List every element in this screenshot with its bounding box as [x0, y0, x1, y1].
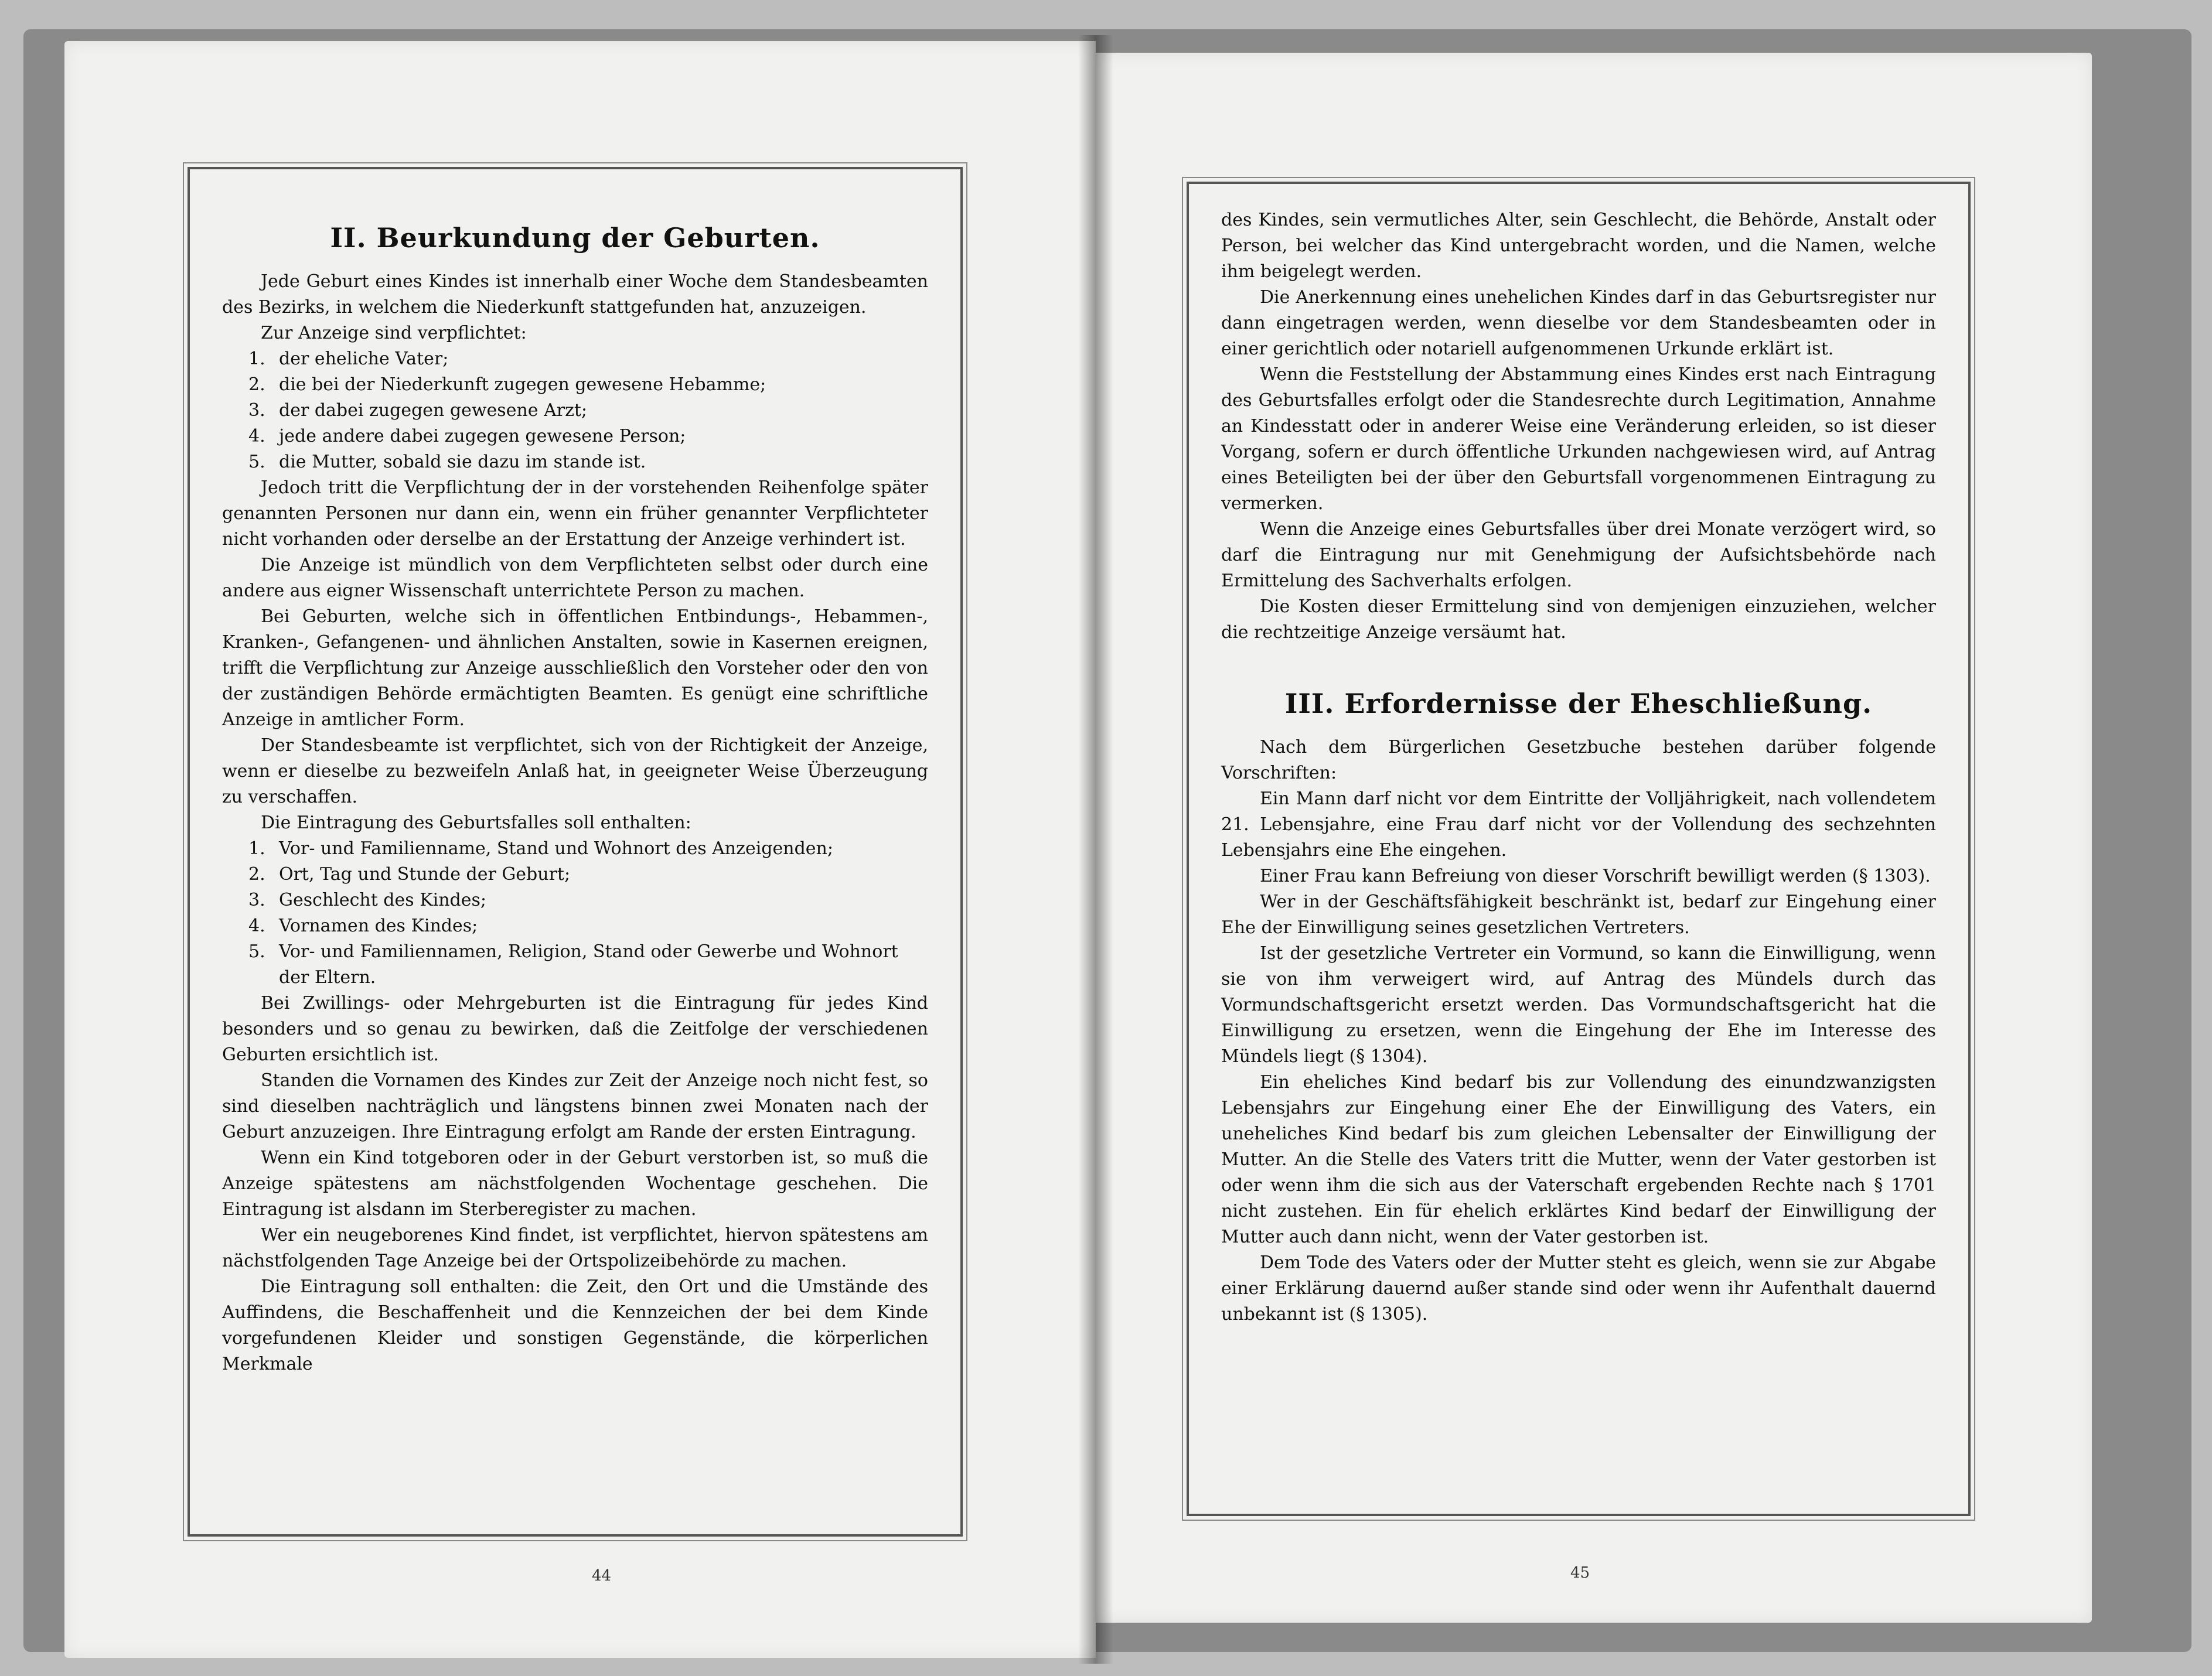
paragraph: Standen die Vornamen des Kindes zur Zeit der Anzeige noch nicht fest, so sind dieselben nachträglich und längstens binnen zwei Monaten nach der Geburt anzuzeigen. Ihre Eintragung erfolgt am Rande der ersten Eintragung. — [222, 1070, 928, 1142]
paragraph: des Kindes, sein vermutliches Alter, sein Geschlecht, die Behörde, Anstalt oder Person, bei welcher das Kind untergebracht worden, und die Namen, welche ihm beigelegt werden. — [1221, 210, 1936, 282]
paragraph: Die Anzeige ist mündlich von dem Verpflichteten selbst oder durch eine andere aus eigner Wissenschaft unterrichtete Person zu machen. — [222, 555, 928, 601]
list-item — [248, 939, 928, 991]
paragraph: Wer ein neugeborenes Kind findet, ist verpflichtet, hiervon spätestens am nächstfolgenden Tage Anzeige bei der Ortspolizeibehörde zu machen. — [222, 1225, 928, 1271]
page-number: 44 — [592, 1567, 612, 1585]
paragraph: Einer Frau kann Befreiung von dieser Vorschrift bewilligt werden (§ 1303). — [1260, 866, 1931, 886]
list-number: 2. — [248, 374, 265, 395]
paragraph: Wenn die Feststellung der Abstammung eines Kindes erst nach Eintragung des Geburtsfalles erfolgt oder die Standesrechte durch Legitimation, Annahme an Kindesstatt oder in anderer Weise eine Veränderung erleiden, so ist dieser Vorgang, sofern er durch öffentliche Urkunden nachgewiesen wird, auf Antrag eines Beteiligten bei der über den Geburtsfall vorgenommenen Eintragung zu vermerken. — [1221, 364, 1936, 514]
list-item — [248, 346, 928, 372]
list-text: die Mutter, sobald sie dazu im stande ist. — [279, 452, 646, 472]
list-item — [248, 449, 928, 475]
paragraph: Jedoch tritt die Verpflichtung der in der vorstehenden Reihenfolge später genannten Personen nur dann ein, wenn ein früher genannter Verpflichteter nicht vorhanden oder derselbe an der Erstattung der Anzeige verhindert ist. — [222, 477, 928, 549]
list-text: jede andere dabei zugegen gewesene Person; — [279, 426, 686, 446]
left-text-frame — [188, 167, 963, 1537]
obligated-persons-list — [222, 346, 928, 475]
paragraph: Zur Anzeige sind verpflichtet: — [261, 323, 527, 343]
paragraph: Bei Zwillings- oder Mehrgeburten ist die Eintragung für jedes Kind besonders und so genau zu bewirken, daß die Zeitfolge der verschiedenen Geburten ersichtlich ist. — [222, 993, 928, 1065]
list-number: 3. — [248, 890, 265, 910]
list-number: 1. — [248, 838, 265, 859]
list-text: Geschlecht des Kindes; — [279, 890, 486, 910]
list-text: Ort, Tag und Stunde der Geburt; — [279, 864, 571, 885]
list-item — [248, 398, 928, 424]
paragraph: Ist der gesetzliche Vertreter ein Vormund, so kann die Einwilligung, wenn sie von ihm verweigert wird, auf Antrag des Mündels durch das Vormundschaftsgericht ersetzt werden. Das Vormundschaftsgericht hat die Einwilligung zu ersetzen, wenn die Eingehung der Ehe im Interesse des Mündels liegt (§ 1304). — [1221, 943, 1936, 1067]
list-number: 5. — [248, 452, 265, 472]
paragraph: Die Eintragung soll enthalten: die Zeit, den Ort und die Umstände des Auffindens, die Beschaffenheit und die Kennzeichen der bei dem Kinde vorgefundenen Kleider und sonstigen Gegenstände, die körperlichen Merkmale — [222, 1276, 928, 1374]
list-item — [248, 372, 928, 398]
paragraph: Wenn die Anzeige eines Geburtsfalles über drei Monate verzögert wird, so darf die Eintragung nur mit Genehmigung der Aufsichtsbehörde nach Ermittelung des Sachverhalts erfolgen. — [1221, 519, 1936, 591]
paragraph: Nach dem Bürgerlichen Gesetzbuche bestehen darüber folgende Vorschriften: — [1221, 737, 1936, 783]
left-page-content — [222, 193, 928, 1377]
list-text: Vornamen des Kindes; — [279, 916, 478, 936]
list-item — [248, 888, 928, 913]
paragraph: Dem Tode des Vaters oder der Mutter steht es gleich, wenn sie zur Abgabe einer Erklärung dauernd außer stande sind oder wenn ihr Aufenthalt dauernd unbekannt ist (§ 1305). — [1221, 1252, 1936, 1325]
paragraph: Ein Mann darf nicht vor dem Eintritte der Volljährigkeit, nach vollendetem 21. Lebensjahre, eine Frau darf nicht vor der Vollendung des sechzehnten Lebensjahrs eine Ehe eingehen. — [1221, 788, 1936, 861]
list-text: die bei der Niederkunft zugegen gewesene Hebamme; — [279, 374, 766, 395]
list-text: Vor- und Familienname, Stand und Wohnort des Anzeigenden; — [279, 838, 833, 859]
page-number: 45 — [1570, 1564, 1590, 1582]
right-text-frame — [1187, 182, 1971, 1516]
paragraph: Jede Geburt eines Kindes ist innerhalb einer Woche dem Standesbeamten des Bezirks, in welchem die Niederkunft stattgefunden hat, anzuzeigen. — [222, 271, 928, 318]
list-text: Vor- und Familiennamen, Religion, Stand oder Gewerbe und Wohnort der Eltern. — [279, 941, 898, 988]
right-page — [1096, 53, 2092, 1623]
left-page — [64, 41, 1096, 1658]
list-item — [248, 862, 928, 888]
paragraph: Wenn ein Kind totgeboren oder in der Geburt verstorben ist, so muß die Anzeige spätestens am nächstfolgenden Wochentage geschehen. Die Eintragung ist alsdann im Sterberegister zu machen. — [222, 1148, 928, 1220]
paragraph: Die Eintragung des Geburtsfalles soll enthalten: — [261, 813, 691, 833]
paragraph: Bei Geburten, welche sich in öffentlichen Entbindungs-, Hebammen-, Kranken-, Gefangenen- und ähnlichen Anstalten, sowie in Kasernen ereignen, trifft die Verpflichtung zur Anzeige ausschließlich den Vorsteher oder den von der zuständigen Behörde ermächtigten Beamten. Es genügt eine schriftliche Anzeige in amtlicher Form. — [222, 606, 928, 730]
list-item — [248, 913, 928, 939]
list-item — [248, 836, 928, 862]
paragraph: Die Kosten dieser Ermittelung sind von demjenigen einzuziehen, welcher die rechtzeitige Anzeige versäumt hat. — [1221, 596, 1936, 643]
list-item — [248, 424, 928, 449]
paragraph: Wer in der Geschäftsfähigkeit beschränkt ist, bedarf zur Eingehung einer Ehe der Einwilligung seines gesetzlichen Vertreters. — [1221, 892, 1936, 938]
list-text: der dabei zugegen gewesene Arzt; — [279, 400, 588, 421]
spacer — [1221, 646, 1936, 658]
paragraph: Die Anerkennung eines unehelichen Kindes darf in das Geburtsregister nur dann eingetragen werden, wenn dieselbe vor dem Standesbeamten oder in einer gerichtlich oder notariell aufgenommenen Urkunde erklärt ist. — [1221, 287, 1936, 359]
paragraph: Ein eheliches Kind bedarf bis zur Vollendung des einundzwanzigsten Lebensjahrs zur Eingehung einer Ehe der Einwilligung des Vaters, ein uneheliches Kind bedarf bis zum gleichen Lebensalter der Einwilligung der Mutter. An die Stelle des Vaters tritt die Mutter, wenn der Vater gestorben ist oder wenn ihm die sich aus der Vaterschaft ergebenden Rechte nach § 1701 nicht zustehen. Ein für ehelich erklärtes Kind bedarf der Einwilligung der Mutter auch dann nicht, wenn der Vater gestorben ist. — [1221, 1072, 1936, 1247]
section-heading-ii: II. Beurkundung der Geburten. — [330, 222, 820, 254]
list-number: 1. — [248, 349, 265, 369]
list-number: 5. — [248, 941, 265, 962]
paragraph: Der Standesbeamte ist verpflichtet, sich von der Richtigkeit der Anzeige, wenn er dieselbe zu bezweifeln Anlaß hat, in geeigneter Weise Überzeugung zu verschaffen. — [222, 735, 928, 807]
book-gutter — [1078, 35, 1113, 1664]
section-heading-iii: III. Erfordernisse der Eheschließung. — [1284, 688, 1873, 719]
list-number: 3. — [248, 400, 265, 421]
list-number: 2. — [248, 864, 265, 885]
right-page-content — [1221, 207, 1936, 1327]
registration-contents-list — [222, 836, 928, 991]
list-text: der eheliche Vater; — [279, 349, 449, 369]
list-number: 4. — [248, 916, 265, 936]
list-number: 4. — [248, 426, 265, 446]
